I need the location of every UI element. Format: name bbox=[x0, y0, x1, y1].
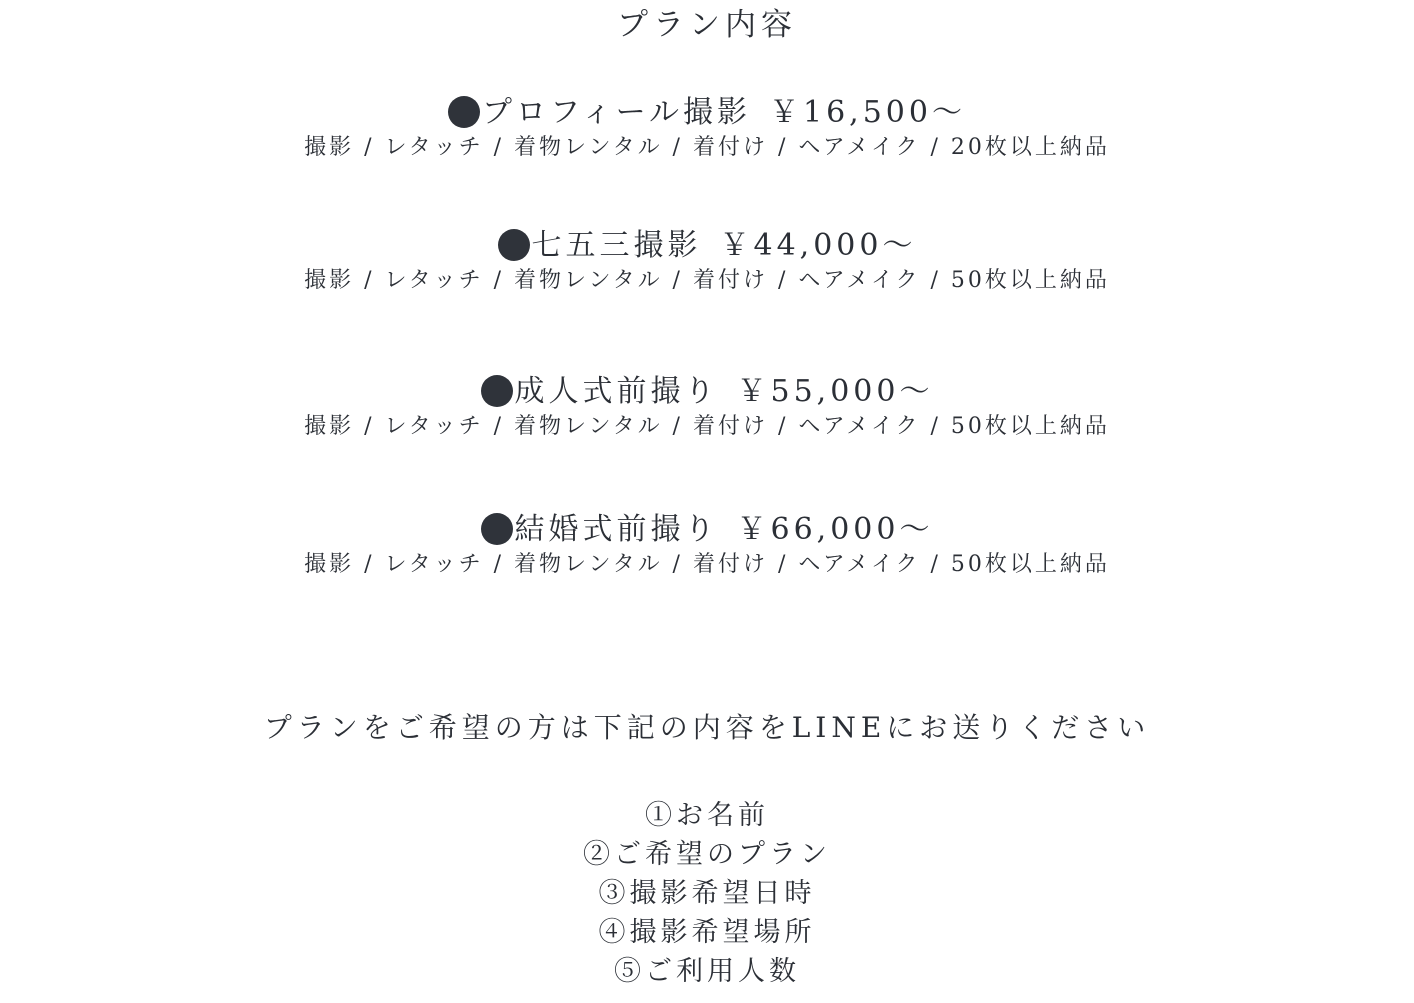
list-item: ③撮影希望日時 bbox=[598, 878, 816, 909]
plan-price: ￥16,500～ bbox=[769, 95, 966, 130]
plan-heading bbox=[0, 228, 1414, 264]
plan-item-coming-of-age bbox=[0, 374, 1414, 442]
plan-name: 成人式前撮り bbox=[514, 374, 719, 409]
plan-heading bbox=[0, 374, 1414, 410]
plan-name: プロフィール撮影 bbox=[482, 95, 751, 130]
plan-name: 結婚式前撮り bbox=[514, 512, 719, 547]
plan-name: 七五三撮影 bbox=[531, 228, 702, 263]
bullet-icon bbox=[498, 229, 530, 261]
plan-details: 撮影 / レタッチ / 着物レンタル / 着付け / ヘアメイク / 50枚以上納品 bbox=[304, 552, 1110, 577]
list-item: ④撮影希望場所 bbox=[598, 917, 816, 948]
plan-details: 撮影 / レタッチ / 着物レンタル / 着付け / ヘアメイク / 50枚以上納品 bbox=[304, 414, 1110, 439]
page-title: プラン内容 bbox=[617, 7, 797, 43]
plan-details: 撮影 / レタッチ / 着物レンタル / 着付け / ヘアメイク / 20枚以上納品 bbox=[304, 135, 1110, 160]
plan-details: 撮影 / レタッチ / 着物レンタル / 着付け / ヘアメイク / 50枚以上納品 bbox=[304, 268, 1110, 293]
bullet-icon bbox=[481, 375, 513, 407]
line-notice: プランをご希望の方は下記の内容をLINEにお送りください bbox=[263, 711, 1151, 744]
plan-price: ￥55,000～ bbox=[736, 374, 934, 409]
plan-item-profile bbox=[0, 95, 1414, 163]
required-info-list bbox=[0, 796, 1414, 991]
list-item: ①お名前 bbox=[645, 800, 769, 831]
plan-price: ￥44,000～ bbox=[719, 228, 917, 263]
list-item: ⑤ご利用人数 bbox=[614, 956, 800, 987]
plan-heading bbox=[0, 95, 1414, 131]
plan-item-wedding bbox=[0, 512, 1414, 580]
plan-price: ￥66,000～ bbox=[736, 512, 934, 547]
plan-item-shichigosan bbox=[0, 228, 1414, 296]
bullet-icon bbox=[481, 513, 513, 545]
bullet-icon bbox=[448, 96, 480, 128]
list-item: ②ご希望のプラン bbox=[583, 839, 831, 870]
plan-heading bbox=[0, 512, 1414, 548]
